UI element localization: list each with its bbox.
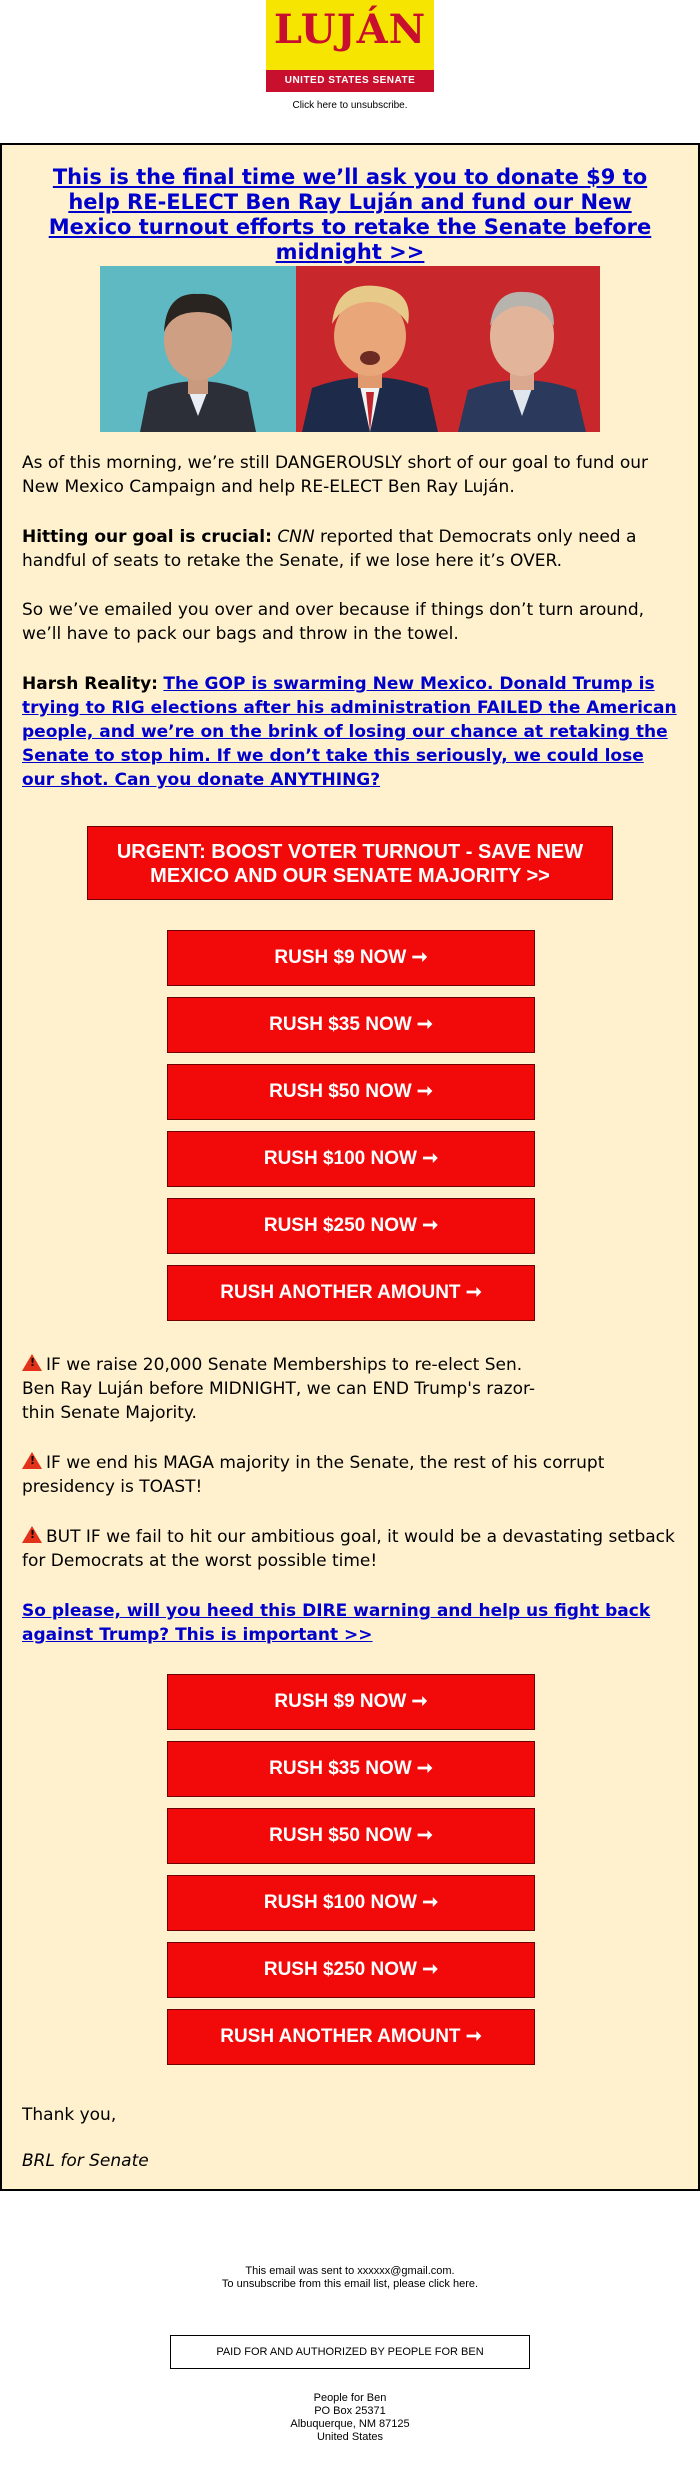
cnn-source: CNN — [277, 527, 315, 547]
rush-35-button[interactable]: RUSH $35 NOW ➞ — [167, 997, 535, 1053]
bullet-memberships-text: IF we raise 20,000 Senate Memberships to re-elect Sen. Ben Ray Luján before MIDNIGHT, we can END Trump's razor-thin Senate Majority. — [22, 1355, 536, 1423]
unsubscribe-top-link[interactable]: Click here to unsubscribe. — [292, 100, 408, 111]
lujan-logo — [266, 0, 434, 92]
intro-paragraph: As of this morning, we’re still DANGEROUSLY short of our goal to fund our New Mexico Campaign and help RE-ELECT Ben Ray Luján. — [22, 453, 648, 497]
email-body — [0, 143, 700, 2191]
rush-100-button[interactable]: RUSH $100 NOW ➞ — [167, 1131, 535, 1187]
logo-name: LUJÁN — [273, 6, 427, 53]
rush-100-button-2[interactable]: RUSH $100 NOW ➞ — [167, 1875, 535, 1931]
rush-250-button-2[interactable]: RUSH $250 NOW ➞ — [167, 1942, 535, 1998]
harsh-reality-label: Harsh Reality: — [22, 674, 158, 694]
urgent-turnout-button[interactable]: URGENT: BOOST VOTER TURNOUT - SAVE NEW MEXICO AND OUR SENATE MAJORITY >> — [87, 826, 613, 900]
rush-9-button-2[interactable]: RUSH $9 NOW ➞ — [167, 1674, 535, 1730]
paid-for-disclaimer: PAID FOR AND AUTHORIZED BY PEOPLE FOR BEN — [170, 2335, 530, 2369]
rush-250-button[interactable]: RUSH $250 NOW ➞ — [167, 1198, 535, 1254]
warning-triangle-icon — [22, 1526, 42, 1543]
photo-panel-middle — [296, 266, 444, 432]
portrait-trump — [296, 266, 444, 432]
warning-triangle-icon — [22, 1452, 42, 1469]
headline — [26, 165, 674, 265]
sent-to-notice: This email was sent to xxxxxx@gmail.com. — [245, 2265, 455, 2277]
address-po-box: PO Box 25371 — [314, 2405, 386, 2417]
email-header — [0, 0, 700, 140]
portrait-thune — [444, 266, 600, 432]
warning-triangle-icon — [22, 1354, 42, 1371]
logo-subtitle: UNITED STATES SENATE — [266, 70, 434, 92]
headline-link[interactable]: This is the final time we’ll ask you to donate $9 to help RE-ELECT Ben Ray Luján and fund our New Mexico turnout efforts to retake the Senate before midnight >> — [48, 165, 652, 264]
goal-paragraph — [22, 525, 678, 573]
bullet-maga — [22, 1451, 678, 1499]
address-country: United States — [316, 2431, 384, 2443]
bullet-setback-text: BUT IF we fail to hit our ambitious goal, it would be a devastating setback for Democrats at the worst possible time! — [22, 1527, 675, 1571]
rush-35-button-2[interactable]: RUSH $35 NOW ➞ — [167, 1741, 535, 1797]
bullet-maga-text: IF we end his MAGA majority in the Senate, the rest of his corrupt presidency is TOAST! — [22, 1453, 605, 1497]
emailed-paragraph: So we’ve emailed you over and over because if things don’t turn around, we’ll have to pack our bags and throw in the towel. — [22, 600, 645, 644]
address-name: People for Ben — [313, 2392, 387, 2404]
bullet-memberships — [22, 1353, 542, 1425]
photo-panel-right — [444, 266, 600, 432]
rush-another-amount-button[interactable]: RUSH ANOTHER AMOUNT ➞ — [167, 1265, 535, 1321]
rush-50-button[interactable]: RUSH $50 NOW ➞ — [167, 1064, 535, 1120]
photo-panel-left — [100, 266, 296, 432]
signature: BRL for Senate — [22, 2151, 149, 2171]
goal-text: reported that Democrats only need a handful of seats to retake the Senate, if we lose here it’s OVER. — [22, 527, 637, 571]
candidates-photo[interactable] — [100, 266, 600, 432]
portrait-lujan — [100, 266, 296, 432]
rush-9-button[interactable]: RUSH $9 NOW ➞ — [167, 930, 535, 986]
plea-paragraph — [22, 1599, 678, 1647]
rush-50-button-2[interactable]: RUSH $50 NOW ➞ — [167, 1808, 535, 1864]
harsh-reality-link[interactable]: The GOP is swarming New Mexico. Donald Trump is trying to RIG elections after his administration FAILED the American people, and we’re on the brink of losing our chance at retaking the Senate to stop him. If we don’t take this seriously, we could lose our shot. Can you donate ANYTHING? — [22, 674, 677, 790]
goal-label: Hitting our goal is crucial: — [22, 527, 272, 547]
thank-you: Thank you, — [22, 2105, 117, 2125]
bullet-setback — [22, 1525, 678, 1573]
harsh-reality-paragraph — [22, 672, 678, 792]
rush-another-amount-button-2[interactable]: RUSH ANOTHER AMOUNT ➞ — [167, 2009, 535, 2065]
plea-link[interactable]: So please, will you heed this DIRE warning and help us fight back against Trump? This is important >> — [22, 1601, 651, 1645]
unsubscribe-footer-link[interactable]: To unsubscribe from this email list, please click here. — [221, 2278, 479, 2290]
address-city: Albuquerque, NM 87125 — [290, 2418, 410, 2430]
